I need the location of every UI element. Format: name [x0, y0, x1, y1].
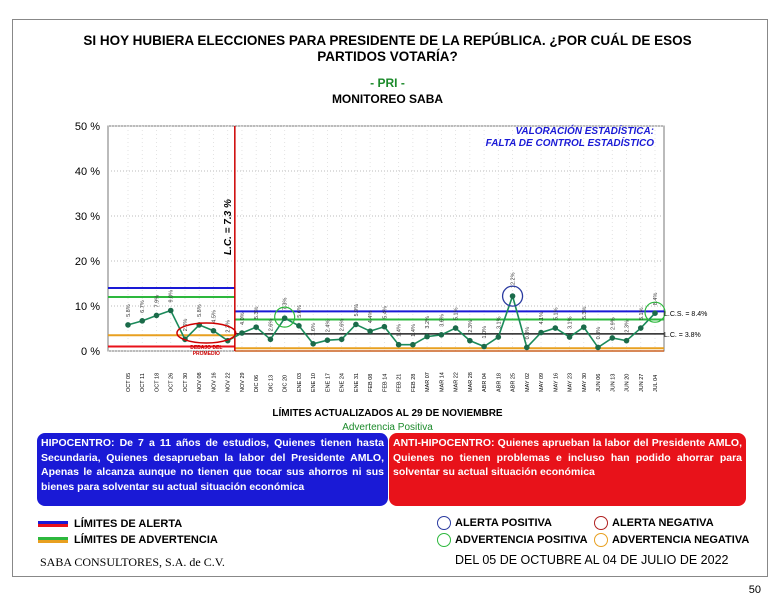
x-tick-label: DIC 20	[282, 374, 289, 392]
x-tick-label: NOV 22	[225, 372, 232, 392]
data-label: 5.3%	[581, 306, 588, 320]
data-point	[567, 334, 573, 340]
data-label: 4.1%	[539, 312, 546, 325]
x-tick-label: ABR 04	[482, 373, 489, 392]
x-tick-label: ENE 03	[296, 373, 303, 392]
data-point	[268, 337, 274, 343]
data-point	[367, 328, 373, 334]
x-tick-label: OCT 18	[154, 372, 161, 392]
data-label: 4.0%	[239, 312, 246, 325]
data-label: 3.1%	[496, 316, 503, 330]
data-point	[139, 318, 145, 324]
data-point	[410, 342, 416, 348]
data-point	[239, 330, 245, 336]
data-label: 2.3%	[225, 320, 232, 333]
data-point	[382, 324, 388, 330]
x-tick-label: ABR 18	[496, 373, 503, 392]
data-point	[467, 338, 473, 344]
y-tick-label: 20 %	[74, 256, 100, 268]
below-average-label-2: PROMEDIO	[192, 351, 220, 357]
statistical-assessment-label: VALORACIÓN ESTADÍSTICA:	[515, 126, 654, 137]
data-point	[609, 335, 615, 341]
data-point	[524, 345, 530, 351]
x-tick-label: JUL 04	[653, 374, 659, 392]
data-point	[125, 322, 131, 328]
data-point	[296, 323, 302, 329]
data-point	[339, 337, 345, 343]
data-point	[510, 293, 516, 299]
limits-updated-text: LÍMITES ACTUALIZADOS AL 29 DE NOVIEMBRE	[272, 408, 503, 419]
x-tick-label: NOV 08	[197, 372, 204, 392]
warning-negative-icon	[594, 533, 608, 547]
page-number: 50	[748, 584, 761, 596]
x-tick-label: FEB 08	[368, 373, 375, 392]
x-tick-label: MAR 28	[467, 372, 474, 392]
data-point	[396, 342, 402, 348]
party-label: - PRI -	[370, 76, 405, 90]
data-point	[282, 315, 288, 321]
data-label: 5.4%	[382, 306, 389, 319]
data-point	[496, 334, 502, 340]
x-tick-label: MAR 14	[439, 372, 446, 392]
alert-positive-label: ALERTA POSITIVA	[455, 517, 552, 529]
data-point	[624, 338, 630, 344]
data-point	[253, 324, 259, 330]
x-tick-label: MAY 16	[553, 372, 560, 392]
data-point	[453, 325, 459, 331]
x-tick-label: OCT 26	[168, 372, 175, 392]
lc-label: L.C. = 3.8%	[664, 331, 701, 339]
data-label: 2.6%	[182, 318, 189, 332]
data-label: 12.2%	[510, 272, 517, 289]
statistical-control-label: FALTA DE CONTROL ESTADÍSTICO	[485, 138, 654, 149]
warning-limits-label: LÍMITES DE ADVERTENCIA	[74, 534, 218, 546]
data-label: 2.3%	[624, 320, 631, 333]
y-tick-label: 50 %	[74, 121, 100, 133]
x-tick-label: JUN 13	[610, 373, 617, 392]
lcs-label: L.C.S. = 8.4%	[664, 311, 708, 319]
data-label: 5.3%	[254, 306, 261, 320]
data-label: 3.2%	[425, 316, 432, 329]
data-label: 3.1%	[567, 316, 574, 330]
data-label: 7.9%	[154, 294, 161, 308]
alert-negative-icon	[594, 516, 608, 530]
x-tick-label: ENE 17	[325, 373, 332, 392]
alert-positive-icon	[437, 516, 451, 530]
data-label: 7.3%	[282, 297, 289, 311]
data-point	[424, 334, 430, 340]
data-point	[652, 310, 658, 316]
x-tick-label: MAR 07	[425, 372, 432, 392]
data-label: 1.4%	[410, 324, 417, 337]
x-tick-label: ENE 31	[353, 373, 360, 392]
data-label: 1.0%	[482, 325, 489, 339]
data-label: 5.9%	[353, 303, 360, 317]
chart-title: SI HOY HUBIERA ELECCIONES PARA PRESIDENTE DE LA REPÚBLICA. ¿POR CUÁL DE ESOS PARTIDOS VOTARÍA?	[83, 33, 692, 64]
x-tick-label: OCT 30	[182, 372, 189, 392]
data-label: 4.4%	[368, 310, 375, 324]
warning-negative-label: ADVERTENCIA NEGATIVA	[612, 534, 750, 546]
data-label: 2.6%	[268, 318, 275, 332]
data-label: 2.9%	[610, 317, 617, 330]
alert-negative-label: ALERTA NEGATIVA	[612, 517, 714, 529]
data-label: 9.0%	[168, 289, 175, 303]
data-point	[325, 337, 331, 343]
data-point	[595, 345, 601, 351]
alert-limits-label: LÍMITES DE ALERTA	[74, 518, 183, 530]
x-tick-label: ABR 25	[510, 373, 517, 392]
x-tick-label: MAY 02	[524, 372, 531, 392]
y-tick-label: 40 %	[74, 166, 100, 178]
y-tick-label: 30 %	[74, 211, 100, 223]
data-label: 2.3%	[467, 320, 474, 333]
data-label: 5.1%	[553, 307, 560, 321]
x-tick-label: JUN 27	[638, 373, 645, 392]
data-point	[439, 332, 445, 338]
warning-positive-text: Advertencia Positiva	[342, 422, 433, 433]
data-point	[581, 324, 587, 330]
data-label: 5.1%	[638, 307, 645, 321]
data-label: 1.6%	[311, 323, 318, 336]
x-tick-label: FEB 14	[382, 373, 389, 392]
data-label: 6.7%	[140, 300, 147, 313]
data-label: 5.8%	[126, 304, 132, 317]
data-point	[168, 308, 174, 314]
data-label: 8.4%	[653, 292, 659, 306]
data-point	[211, 328, 217, 334]
lc-vertical-label: L.C. = 7.3 %	[222, 199, 234, 255]
below-average-label-1: DEBAJO DEL	[190, 345, 223, 351]
x-tick-label: NOV 16	[211, 372, 218, 392]
data-label: 5.1%	[453, 307, 460, 321]
data-label: 5.6%	[296, 305, 303, 318]
data-point	[310, 341, 316, 347]
x-tick-label: JUN 06	[596, 373, 603, 392]
footer-date-range: DEL 05 DE OCTUBRE AL 04 DE JULIO DE 2022	[455, 553, 729, 567]
x-tick-label: ENE 24	[339, 373, 346, 392]
x-tick-label: ENE 10	[311, 373, 318, 392]
anti-hipocentro-box: ANTI-HIPOCENTRO: Quienes aprueban la labor del Presidente AMLO, Quienes no tienen problemas e incluso han podido ahorrar para solventar su actual situación económica	[389, 433, 746, 506]
x-tick-label: FEB 21	[396, 373, 403, 392]
x-tick-label: MAR 22	[453, 372, 460, 392]
data-point	[481, 344, 487, 350]
x-tick-label: FEB 28	[410, 373, 417, 392]
y-tick-label: 10 %	[74, 301, 100, 313]
data-point	[538, 330, 544, 336]
data-label: 2.4%	[325, 319, 332, 333]
x-tick-label: MAY 30	[581, 372, 588, 392]
hipocentro-box: HIPOCENTRO: De 7 a 11 años de estudios, Quienes tienen hasta Secundaria, Quienes desaprueban la labor del Presidente AMLO, Apenas le alcanza aunque no tienen que tocar sus ahorros ni sus bienes para solventar su actual situación económica	[37, 433, 388, 506]
y-tick-label: 0 %	[81, 346, 100, 358]
data-point	[638, 325, 644, 331]
data-label: 5.8%	[197, 304, 204, 317]
x-tick-label: JUN 20	[624, 373, 631, 392]
x-tick-label: DIC 06	[254, 374, 261, 392]
data-label: 0.8%	[596, 326, 603, 340]
data-point	[552, 325, 558, 331]
x-tick-label: NOV 29	[239, 372, 246, 392]
data-label: 2.6%	[339, 318, 346, 332]
chart-subtitle: MONITOREO SABA	[331, 92, 444, 106]
data-point	[353, 322, 359, 328]
x-tick-label: MAY 09	[539, 372, 546, 392]
x-tick-label: OCT 05	[126, 372, 132, 392]
warning-limits-swatch	[38, 537, 68, 543]
data-label: 3.6%	[439, 314, 446, 327]
data-label: 4.5%	[211, 310, 218, 323]
data-series-line	[128, 296, 655, 347]
data-label: 1.4%	[396, 324, 403, 337]
x-tick-label: DIC 13	[268, 374, 275, 392]
x-tick-label: OCT 11	[140, 373, 147, 392]
footer-company: SABA CONSULTORES, S.A. de C.V.	[40, 555, 225, 569]
warning-positive-icon	[437, 533, 451, 547]
alert-limits-swatch	[38, 521, 68, 527]
x-tick-label: MAY 23	[567, 372, 574, 392]
data-point	[154, 313, 160, 319]
warning-positive-label: ADVERTENCIA POSITIVA	[455, 534, 588, 546]
data-label: 0.8%	[524, 326, 531, 340]
